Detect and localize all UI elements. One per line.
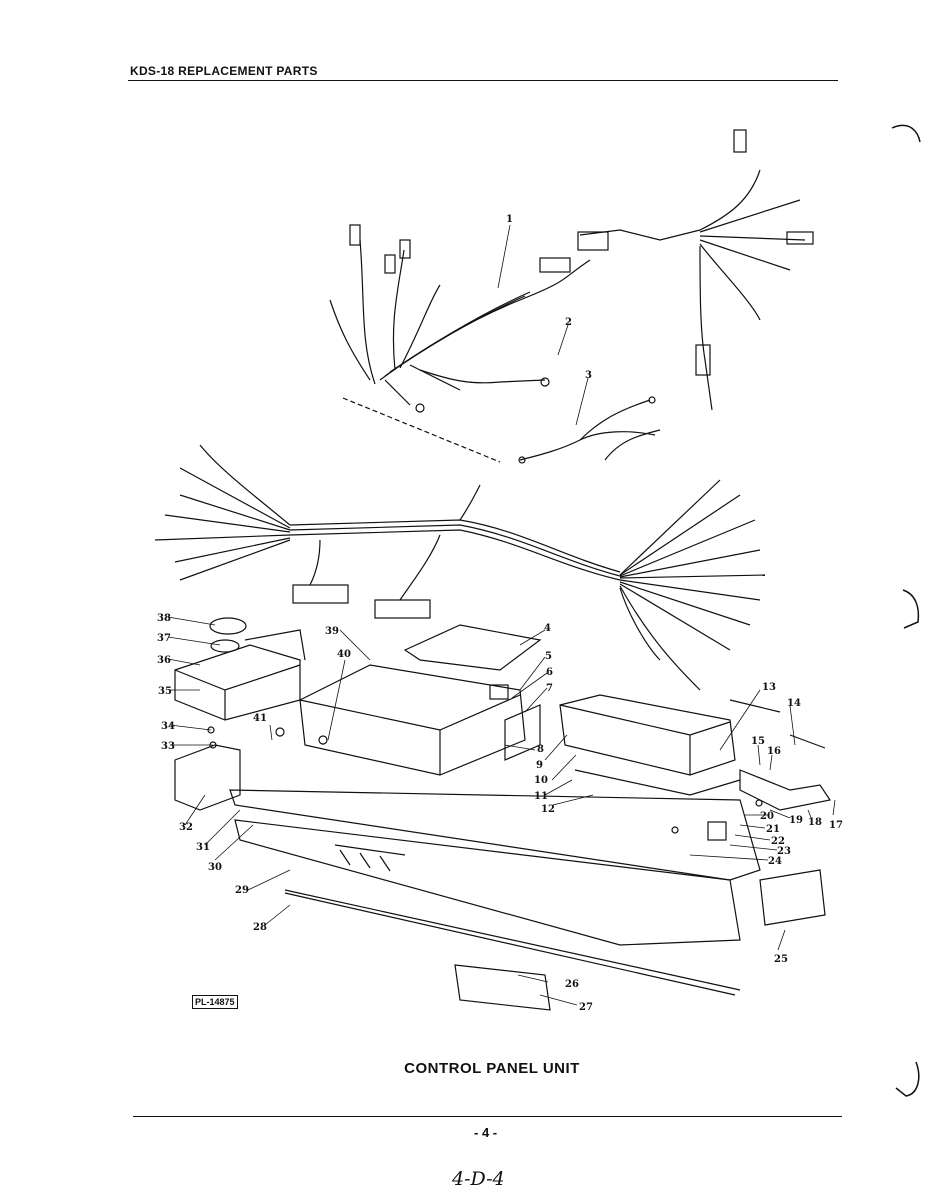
- part-label-9: 9: [536, 760, 543, 771]
- part-label-35: 35: [158, 686, 172, 697]
- part-label-16: 16: [767, 746, 781, 757]
- part-label-34: 34: [161, 721, 175, 732]
- upper-wire-harness: [330, 130, 813, 462]
- part-label-25: 25: [774, 954, 788, 965]
- part-label-33: 33: [161, 741, 175, 752]
- part-label-38: 38: [157, 613, 171, 624]
- plate-id-box: PL-14875: [192, 995, 238, 1009]
- binder-hole-marks: [892, 125, 920, 1096]
- part-label-12: 12: [541, 804, 555, 815]
- part-label-19: 19: [789, 815, 803, 826]
- part-label-18: 18: [808, 817, 822, 828]
- part-label-10: 10: [534, 775, 548, 786]
- left-components: [175, 618, 305, 810]
- central-control-module: [276, 625, 540, 775]
- part-label-11: 11: [534, 791, 548, 802]
- small-wire-harness: [519, 397, 660, 463]
- part-label-15: 15: [751, 736, 765, 747]
- part-label-5: 5: [545, 651, 552, 662]
- part-label-39: 39: [325, 626, 339, 637]
- part-label-31: 31: [196, 842, 210, 853]
- part-label-41: 41: [253, 713, 267, 724]
- part-label-22: 22: [771, 836, 785, 847]
- page-header-title: KDS-18 REPLACEMENT PARTS: [130, 64, 318, 78]
- part-label-1: 1: [506, 214, 513, 225]
- part-label-26: 26: [565, 979, 579, 990]
- part-label-32: 32: [179, 822, 193, 833]
- handwritten-note: 4-D-4: [452, 1168, 505, 1190]
- part-label-23: 23: [777, 846, 791, 857]
- part-label-2: 2: [565, 317, 572, 328]
- part-label-21: 21: [766, 824, 780, 835]
- diagram-caption: CONTROL PANEL UNIT: [404, 1060, 580, 1077]
- part-label-29: 29: [235, 885, 249, 896]
- part-label-4: 4: [544, 623, 551, 634]
- footer-divider: [133, 1116, 842, 1117]
- part-label-40: 40: [337, 649, 351, 660]
- part-label-30: 30: [208, 862, 222, 873]
- part-label-36: 36: [157, 655, 171, 666]
- part-label-27: 27: [579, 1002, 593, 1013]
- main-wire-harness: [155, 445, 765, 690]
- part-label-14: 14: [787, 698, 801, 709]
- part-label-37: 37: [157, 633, 171, 644]
- part-label-17: 17: [829, 820, 843, 831]
- page-number: - 4 -: [474, 1125, 498, 1140]
- part-label-24: 24: [768, 856, 782, 867]
- part-label-13: 13: [762, 682, 776, 693]
- part-label-3: 3: [585, 370, 592, 381]
- part-label-8: 8: [537, 744, 544, 755]
- part-label-7: 7: [546, 683, 553, 694]
- part-label-20: 20: [760, 811, 774, 822]
- part-label-28: 28: [253, 922, 267, 933]
- part-label-6: 6: [546, 667, 553, 678]
